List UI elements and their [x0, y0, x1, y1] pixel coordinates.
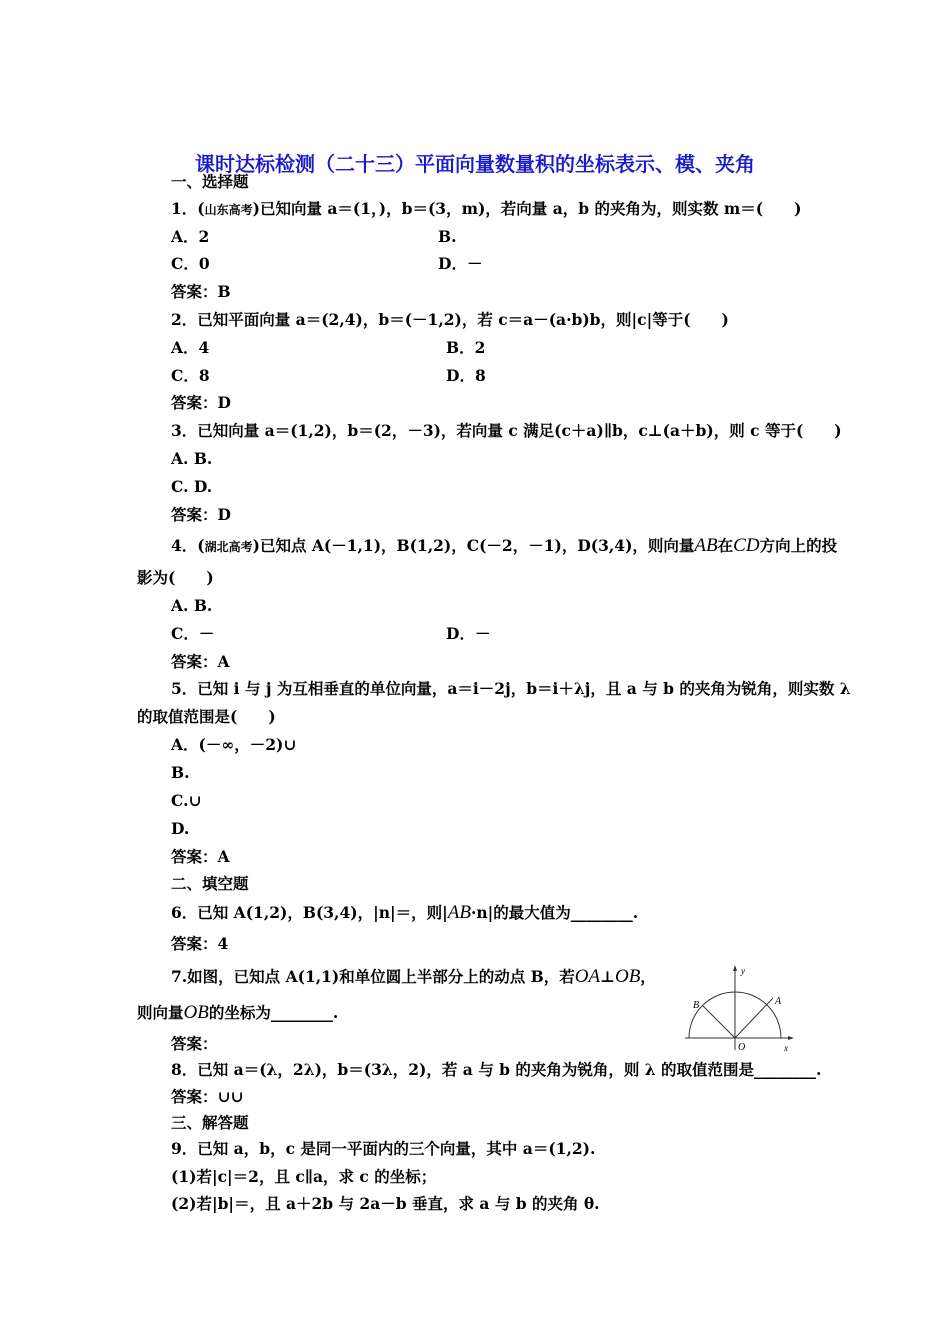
q4-options-ab: A. B. [171, 596, 213, 615]
x-axis-arrow [788, 1036, 794, 1040]
section-choice: 一、选择题 [171, 172, 249, 191]
q5-answer: 答案：A [171, 847, 230, 866]
y-axis-arrow [733, 965, 737, 971]
q2-answer: 答案：D [171, 393, 231, 412]
source-tag: 山东高考 [204, 203, 253, 217]
q2-option-b: B．2 [446, 338, 486, 357]
q5-option-c: C.∪ [171, 791, 202, 810]
q9-part-2: (2)若|b|＝，且 a＋2b 与 2a－b 垂直，求 a 与 b 的夹角 θ. [171, 1194, 600, 1213]
origin-label: O [738, 1042, 746, 1053]
question-5: 5．已知 i 与 j 为互相垂直的单位向量，a＝i－2j，b＝i＋λj，且 a 与 b 的夹角为锐角，则实数 λ [171, 679, 851, 698]
q4-answer: 答案：A [171, 652, 230, 671]
q1-option-d: D．－ [438, 254, 483, 273]
question-8: 8．已知 a＝(λ，2λ)，b＝(3λ，2)，若 a 与 b 的夹角为锐角，则 λ 的取值范围是________. [171, 1060, 822, 1079]
vector-oa: OA [574, 966, 601, 987]
question-7-cont: 则向量OB的坐标为________. [137, 1002, 339, 1023]
point-a-label: A [775, 996, 782, 1007]
q2-option-c: C．8 [171, 366, 210, 385]
vector-cd: CD [733, 535, 760, 556]
q4-option-d: D．－ [446, 624, 491, 643]
y-label: y [741, 966, 745, 976]
page-title: 课时达标检测（二十三）平面向量数量积的坐标表示、模、夹角 [195, 152, 755, 176]
point-b-label: B [693, 1000, 700, 1011]
q5-option-b: B. [171, 763, 190, 782]
q1-option-a: A．2 [171, 227, 210, 246]
source-tag: 湖北高考 [204, 540, 253, 554]
vector-ob: OB [183, 1002, 209, 1023]
q1-answer: 答案：B [171, 282, 231, 301]
q5-option-d: D. [171, 819, 190, 838]
q8-answer: 答案：∪∪ [171, 1087, 244, 1106]
vector-ab: AB [694, 535, 718, 556]
question-2: 2．已知平面向量 a＝(2,4)，b＝(－1,2)，若 c＝a－(a·b)b，则|c|等于( ) [171, 310, 729, 329]
q2-option-a: A．4 [171, 338, 210, 357]
q3-options-ab: A. B. [171, 449, 213, 468]
vector-ab: AB [447, 902, 471, 923]
segment-oa [735, 998, 773, 1038]
q7-answer: 答案： [171, 1034, 218, 1053]
q4-option-c: C．－ [171, 624, 215, 643]
segment-ob [703, 1006, 735, 1038]
question-1: 1．(山东高考)已知向量 a＝(1，)，b＝(3，m)，若向量 a，b 的夹角为，则实数 m＝( ) [171, 199, 802, 218]
section-solve: 三、解答题 [171, 1113, 249, 1132]
question-6: 6．已知 A(1,2)，B(3,4)，|n|＝，则|AB·n|的最大值为________. [171, 902, 639, 923]
section-fill: 二、填空题 [171, 874, 249, 893]
unit-circle-figure [683, 962, 795, 1054]
q6-answer: 答案：4 [171, 934, 229, 953]
question-4-cont: 影为( ) [137, 568, 214, 587]
q5-option-a: A．(－∞，－2)∪ [171, 735, 297, 754]
question-3: 3．已知向量 a＝(1,2)，b＝(2，－3)，若向量 c 满足(c＋a)∥b，c⊥(a＋b)，则 c 等于( ) [171, 421, 842, 440]
q9-part-1: (1)若|c|＝2，且 c∥a，求 c 的坐标； [171, 1167, 437, 1186]
question-4: 4．(湖北高考)已知点 A(－1,1)，B(1,2)，C(－2，－1)，D(3,4)，则向量AB在CD方向上的投 [171, 535, 838, 556]
vector-ob: OB [614, 966, 641, 987]
question-9: 9．已知 a，b，c 是同一平面内的三个向量，其中 a＝(1,2). [171, 1139, 596, 1158]
x-label: x [784, 1043, 788, 1053]
question-5-cont: 的取值范围是( ) [137, 707, 276, 726]
q2-option-d: D．8 [446, 366, 486, 385]
question-7: 7.如图，已知点 A(1,1)和单位圆上半部分上的动点 B，若OA⊥OB， [171, 966, 656, 987]
q1-option-b: B. [438, 227, 457, 246]
q3-answer: 答案：D [171, 505, 231, 524]
q1-option-c: C．0 [171, 254, 210, 273]
q3-options-cd: C. D. [171, 477, 213, 496]
